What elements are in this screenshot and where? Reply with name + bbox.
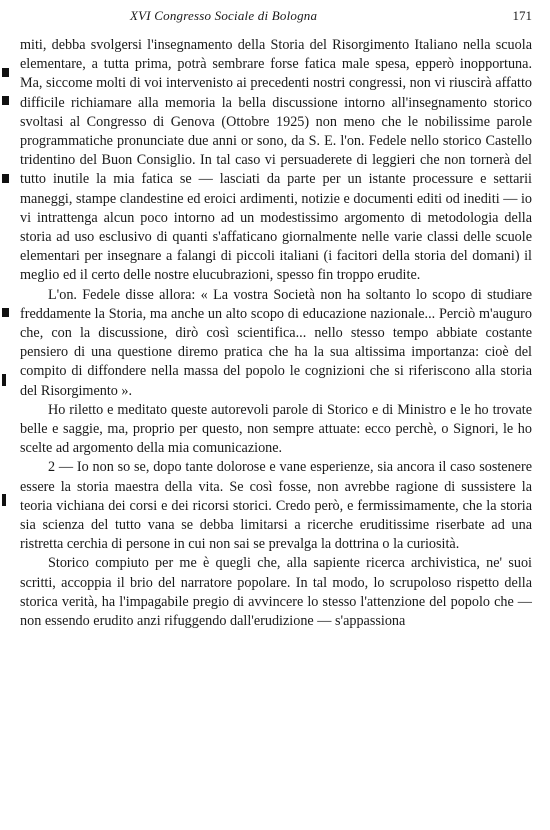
page-number: 171 bbox=[512, 8, 532, 23]
running-head: XVI Congresso Sociale di Bologna bbox=[130, 8, 318, 23]
page-header bbox=[20, 8, 540, 30]
margin-mark bbox=[2, 174, 9, 183]
margin-mark bbox=[2, 494, 6, 506]
margin-mark bbox=[2, 308, 9, 317]
margin-mark bbox=[2, 96, 9, 105]
paragraph: Ho riletto e meditato queste autorevoli parole di Storico e di Ministro e le ho trovate belle e saggie, ma, proprio per questo, non sempre attuate: ecco perchè, o Signori, le ho scelte ad argomento della mia comunicazione. bbox=[20, 401, 532, 457]
margin-mark bbox=[2, 374, 6, 386]
body-text bbox=[20, 36, 532, 631]
paragraph: Storico compiuto per me è quegli che, alla sapiente ricerca archivistica, ne' suoi scritti, accoppia il brio del narratore popolare. In tal modo, lo scrupoloso rispetto della storica verità, ha l'impagabile pregio di avvincere lo stesso l'attenzione del popolo che — non essendo erudito anzi rifuggendo dall'erudizione — s'appassiona bbox=[20, 555, 532, 630]
paragraph: miti, debba svolgersi l'insegnamento della Storia del Risorgimento Italiano nella scuola elementare, a tutta prima, potrà sembrare forse fatica male spesa, epperò inopportuna. Ma, siccome molti di voi intervenisto ai precedenti nostri congressi, non vi riuscirà affatto difficile richiamare alla memoria la bella discussione intorno all'insegnamento storico svoltasi al Congresso di Genova (Ottobre 1925) non meno che le nobilissime parole programmatiche pronunciate due anni or sono, da S. E. l'on. Fedele nello storico Castello tridentino del Buon Consiglio. In tal caso vi persuaderete di leggieri che non tornerà del tutto inutile la mia fatica se — lasciati da parte per un istante processure e settarii maneggi, stampe clandestine ed eroici ardimenti, notizie e documenti editi od inediti — io vi intrattenga alcun poco intorno ad un modestissimo argomento di metodologia della storia ad uso esclusivo di quanti s'affaticano giornalmente nelle varie classi delle scuole elementari per insegnare a falangi di piccoli italiani (i facitori della storia del domani) il meglio ed il certo delle nostre elucubrazioni, spesso fin troppo erudite. bbox=[20, 37, 532, 284]
paragraph: 2 — Io non so se, dopo tante dolorose e vane esperienze, sia ancora il caso sostenere essere la storia maestra della vita. Se così fosse, non avrebbe ragione di sussistere la teoria vichiana dei corsi e dei ricorsi storici. Credo però, e fermissimamente, che la storia sia scienza del tutto vana se debba limitarsi a ricerche eruditissime riserbate ad una ristretta cerchia di persone in cui non sai se prevalga la dottrina o la curiosità. bbox=[20, 459, 532, 553]
margin-mark bbox=[2, 68, 9, 77]
paragraph: L'on. Fedele disse allora: « La vostra Società non ha soltanto lo scopo di studiare freddamente la Storia, ma anche un alto scopo di educazione nazionale... Perciò m'auguro che, con la discussione, dirò così scientifica... nello stesso tempo abbiate costante pensiero di una questione diremo pratica che ha la sua altissima importanza: cioè del compito di diffondere nella massa del popolo le cognizioni che si riferiscono alla storia del Risorgimento ». bbox=[20, 286, 532, 399]
